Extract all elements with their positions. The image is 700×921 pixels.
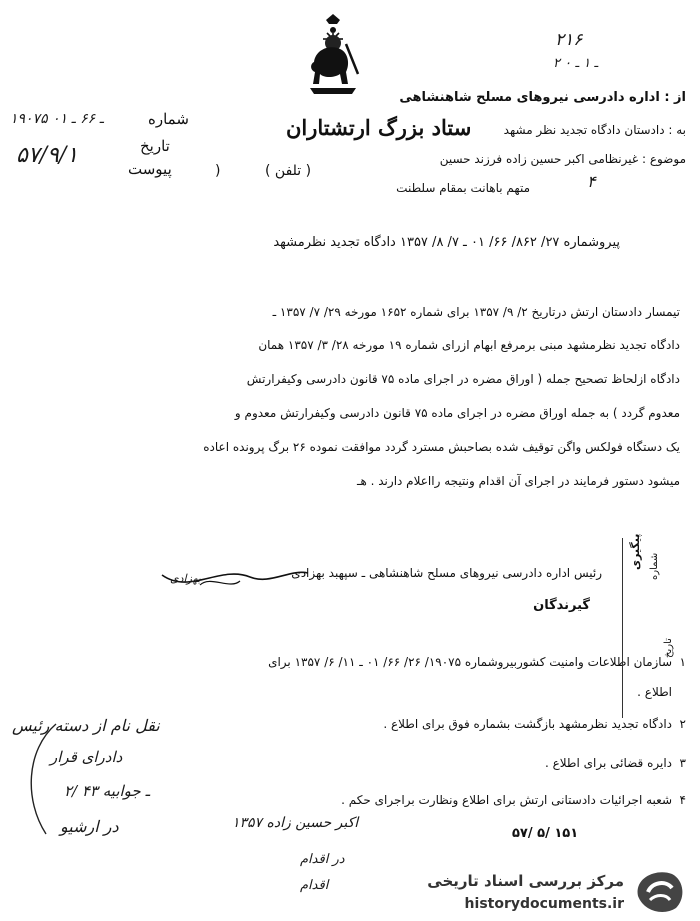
side-stamp-line: شماره bbox=[649, 552, 660, 580]
handwritten-annotation: اقدام bbox=[300, 878, 329, 893]
signature-pen-name: بهزادی bbox=[170, 572, 201, 585]
meta-attachment-label: پیوست bbox=[128, 160, 172, 178]
handwritten-bracket bbox=[6, 720, 66, 840]
reference-line: پیروشماره ۲۷/ ۸۶۲/ ۶۶/ ۰۱ ـ ۷/ ۸/ ۱۳۵۷ دادگاه تجدید نظرمشهد bbox=[273, 235, 620, 250]
recipient-item: سازمان اطلاعات وامنیت کشوربیروشماره ۱۹۰۷۵/ ۲۶/ ۶۶/ ۰۱ ـ ۱۱/ ۶/ ۱۳۵۷ برای bbox=[268, 655, 672, 669]
body-line: میشود دستور فرمایند در اجرای آن اقدام ونتیجه رااعلام دارند . هـ bbox=[356, 474, 680, 488]
page-marker: ۴ bbox=[587, 172, 596, 191]
phone-bracket-left: ) bbox=[215, 163, 221, 179]
recipient-number: ۴ bbox=[679, 793, 686, 807]
staff-title: ستاد بزرگ ارتشتاران bbox=[286, 115, 472, 140]
signature-title: رئیس اداره دادرسی نیروهای مسلح شاهنشاهی ـ سپهبد بهزادی bbox=[291, 566, 602, 580]
recipient-item: دایره قضائی برای اطلاع . bbox=[544, 756, 672, 770]
handwritten-note: دادرای قرار bbox=[50, 748, 123, 766]
body-line: تیمسار دادستان ارتش درتاریخ ۲/ ۹/ ۱۳۵۷ برای شماره ۱۶۵۲ مورخه ۲۹/ ۷/ ۱۳۵۷ ـ bbox=[272, 305, 680, 319]
meta-date-label: تاریخ bbox=[140, 137, 170, 155]
lion-and-sun-emblem bbox=[302, 14, 364, 96]
recipient-number: ۳ bbox=[679, 756, 686, 770]
handwritten-annotation: اکبر حسین زاده ۱۳۵۷ bbox=[232, 815, 359, 831]
body-line: معدوم گردد ) به جمله اوراق مضره در اجرای ماده ۷۵ قانون دادرسی وکیفرارتش معدوم و bbox=[234, 406, 680, 420]
body-line: یک دستگاه فولکس واگن توقیف شده بصاحبش مسترد گردد موافقت نموده ۲۶ برگ پرونده اعاده bbox=[203, 440, 680, 454]
recipient-number: ۲ bbox=[679, 717, 686, 731]
side-stamp bbox=[622, 533, 681, 718]
body-line: دادگاه ازلحاظ تصحیح جمله ( اوراق مضره در اجرای ماده ۷۵ قانون دادرسی وکیفرارتش bbox=[246, 372, 680, 386]
watermark-url: historydocuments.ir bbox=[464, 896, 624, 912]
recipient-number: ۱ bbox=[679, 655, 686, 669]
body-line: دادگاه تجدید نظرمشهد مبنی برمرفع ابهام ازرای شماره ۱۹ مورخه ۲۸/ ۳/ ۱۳۵۷ همان bbox=[258, 338, 680, 352]
recipients-heading: گیرندگان bbox=[533, 598, 590, 613]
handwritten-note: در ارشیو bbox=[60, 817, 119, 836]
recipient-item: شعبه اجرائیات دادستانی ارتش برای اطلاع ونظارت براجرای حکم . bbox=[341, 793, 672, 807]
bottom-stamp-number: ۵۷/ ۵/ ۱۵۱ bbox=[512, 826, 579, 841]
handwritten-annotation: در اقدام bbox=[300, 852, 345, 867]
recipient-item: اطلاع . bbox=[637, 685, 672, 699]
phone-label: ( تلفن ) bbox=[265, 163, 312, 179]
side-stamp-label: پیگیری bbox=[629, 533, 642, 570]
meta-date-value: ۵۷/۹/۱ bbox=[16, 143, 79, 168]
header-line-accused: متهم باهانت بمقام سلطنت bbox=[396, 181, 530, 195]
corner-number-2: ۲ ـ ۱ ـ ۰ bbox=[553, 56, 599, 71]
corner-number-1: ۲۱۶ bbox=[555, 30, 583, 50]
handwritten-note: ۲/ ۴۳ ـ جوابیه bbox=[64, 782, 150, 800]
watermark-title: مرکز بررسی اسناد تاریخی bbox=[427, 872, 624, 890]
recipient-item: دادگاه تجدید نظرمشهد بازگشت بشماره فوق برای اطلاع . bbox=[383, 717, 672, 731]
side-stamp-line: تاریخ bbox=[663, 638, 674, 658]
meta-number-label: شماره bbox=[148, 110, 189, 128]
header-line-to: به : دادستان دادگاه تجدید نظر مشهد bbox=[503, 123, 686, 137]
watermark-logo-icon bbox=[632, 866, 688, 916]
handwritten-note: نقل نام از دسته رئیس bbox=[12, 716, 160, 735]
site-watermark bbox=[414, 858, 700, 921]
meta-number-value: ۱۹۰۷۵ ـ ۶۶ ـ ۰۱ bbox=[10, 111, 104, 127]
header-line-subject: موضوع : غیرنظامی اکبر حسین زاده فرزند حسین bbox=[439, 152, 686, 166]
header-line-from: از : اداره دادرسی نیروهای مسلح شاهنشاهی bbox=[399, 90, 686, 105]
